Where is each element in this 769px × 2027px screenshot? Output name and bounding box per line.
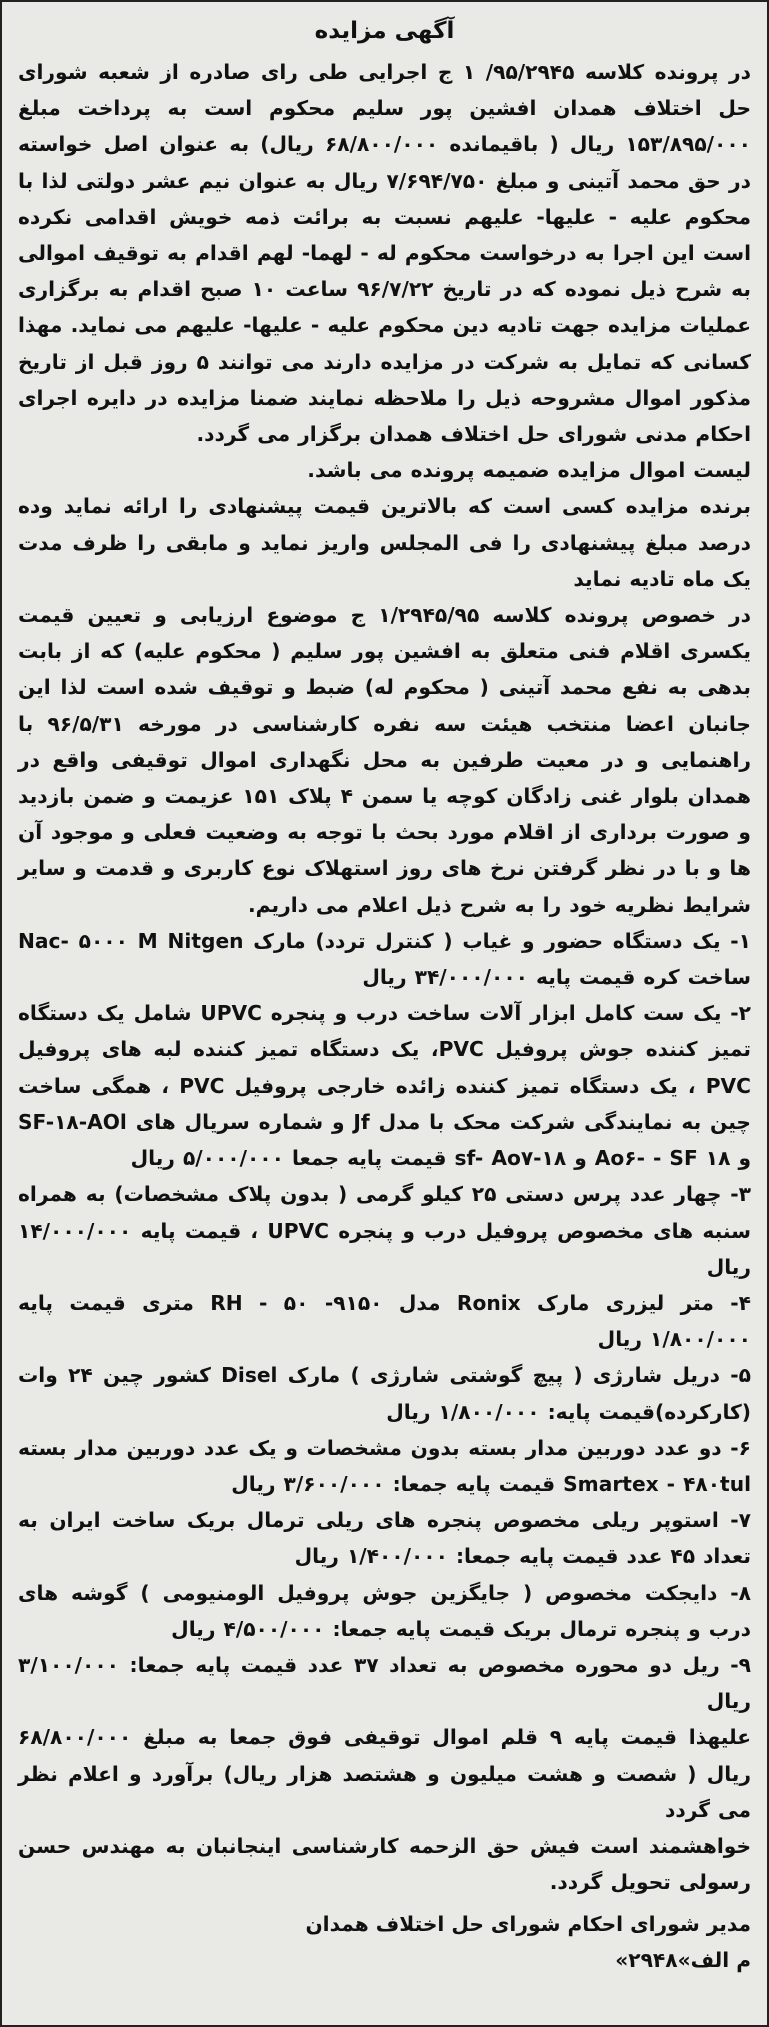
reference-code: م الف»۲۹۴۸» — [615, 1948, 751, 1973]
intro-paragraph: در پرونده کلاسه ۹۵/۲۹۴۵/ ۱ ج اجرایی طی رای صادره از شعبه شورای حل اختلاف همدان افشین پور سلیم محکوم است به پرداخت مبلغ ۱۵۳/۸۹۵/۰۰۰ ریال ( باقیمانده ۶۸/۸۰۰/۰۰۰ ریال) به عنوان اصل خواسته در حق محمد آتینی و مبلغ ۷/۶۹۴/۷۵۰ ریال به عنوان نیم عشر دولتی لذا با محکوم علیه - علیها- علیهم نسبت به برائت ذمه خویش اقدامی نکرده است این اجرا به درخواست محکوم له - لهما- لهم اقدام به توقیف اموالی به شرح ذیل نموده که در تاریخ ۹۶/۷/۲۲ ساعت ۱۰ صبح اقدام به برگزاری عملیات مزایده جهت تادیه دین محکوم علیه - علیها- علیهم می نماید. مهذا کسانی که تمایل به شرکت در مزایده دارند می توانند ۵ روز قبل از تاریخ مذکور اموال مشروحه ذیل را ملاحظه نمایند ضمنا مزایده در دایره اجرای احکام مدنی شورای حل اختلاف همدان برگزار می گردد. — [18, 60, 751, 447]
list-item-1: ۱- یک دستگاه حضور و غیاب ( کنترل تردد) مارک Nac- ۵۰۰۰ M Nitgen ساخت کره قیمت پایه ۳۴/۰۰۰/۰۰۰ ریال — [18, 928, 751, 990]
list-item-5: ۵- دریل شارژی ( پیچ گوشتی شارژی ) مارک Disel کشور چین ۲۴ وات (کارکرده)قیمت پایه: ۱/۸۰۰/۰۰۰ ریال — [18, 1363, 751, 1424]
list-item-6: ۶- دو عدد دوربین مدار بسته بدون مشخصات و یک عدد دوربین مدار بسته Smartex - ۴۸۰tul قیمت پایه جمعا: ۳/۶۰۰/۰۰۰ ریال — [18, 1435, 751, 1496]
fee-request-paragraph: خواهشمند است فیش حق الزحمه کارشناسی اینجانبان به مهندس حسن رسولی تحویل گردد. — [18, 1833, 751, 1895]
asset-list-note: لیست اموال مزایده ضمیمه پرونده می باشد. — [307, 458, 751, 483]
signature-title: مدیر شورای احکام شورای حل اختلاف همدان — [305, 1912, 751, 1937]
list-item-8: ۸- دایجکت مخصوص ( جایگزین جوش پروفیل الومنیومی ) گوشه های درب و پنجره ترمال بریک قیمت پایه جمعا: ۴/۵۰۰/۰۰۰ ریال — [18, 1580, 751, 1641]
list-item-7: ۷- استوپر ریلی مخصوص پنجره های ریلی ترمال بریک ساخت ایران به تعداد ۴۵ عدد قیمت پایه جمعا: ۱/۴۰۰/۰۰۰ ریال — [18, 1508, 751, 1569]
list-item-4: ۴- متر لیزری مارک Ronix مدل ۹۱۵۰- RH - ۵۰ متری قیمت پایه ۱/۸۰۰/۰۰۰ ریال — [18, 1290, 751, 1352]
winner-conditions: برنده مزایده کسی است که بالاترین قیمت پیشنهادی را ارائه نماید وده درصد مبلغ پیشنهادی را فی المجلس واریز نماید و مابقی را ظرف مدت یک ماه تادیه نماید — [18, 494, 751, 591]
list-item-2: ۲- یک ست کامل ابزار آلات ساخت درب و پنجره UPVC شامل یک دستگاه تمیز کننده جوش پروفیل PVC، یک دستگاه تمیز کننده لبه های پروفیل PVC ، یک دستگاه تمیز کننده زائده خارجی پروفیل PVC ، همگی ساخت چین به نمایندگی شرکت محک با مدل Jf و شماره سریال های SF-۱۸-AOl و Ao۶- - SF ۱۸ و sf- Ao۷-۱۸ قیمت پایه جمعا ۵/۰۰۰/۰۰۰ ریال — [18, 1001, 751, 1171]
notice-title: آگهی مزایده — [314, 18, 455, 44]
signature-block — [18, 1906, 751, 1978]
list-item-9: ۹- ریل دو محوره مخصوص به تعداد ۳۷ عدد قیمت پایه جمعا: ۳/۱۰۰/۰۰۰ ریال — [18, 1652, 751, 1714]
appraisal-paragraph: در خصوص پرونده کلاسه ۱/۲۹۴۵/۹۵ ج موضوع ارزیابی و تعیین قیمت یکسری اقلام فنی متعلق به افشین پور سلیم ( محکوم علیه) که از بابت بدهی به نفع محمد آتینی ( محکوم له) ضبط و توقیف شده است لذا این جانبان اعضا منتخب هیئت سه نفره کارشناسی در مورخه ۹۶/۵/۳۱ با راهنمایی و در معیت طرفین به محل نگهداری اموال توقیفی واقع در همدان بلوار غنی زادگان کوچه یا سمن ۴ پلاک ۱۵۱ عزیمت و ضمن بازدید و صورت برداری از اقلام مورد بحث با توجه به وضعیت فعلی و موجود آن ها و با در نظر گرفتن نرخ های روز استهلاک نوع کاربری و قدمت و سایر شرایط نظریه خود را به شرح ذیل اعلام می داریم. — [18, 603, 751, 917]
total-appraisal-paragraph: علیهذا قیمت پایه ۹ قلم اموال توقیفی فوق جمعا به مبلغ ۶۸/۸۰۰/۰۰۰ ریال ( شصت و هشت میلیون و هشتصد هزار ریال) برآورد و اعلام نظر می گردد — [18, 1725, 751, 1822]
list-item-3: ۳- چهار عدد پرس دستی ۲۵ کیلو گرمی ( بدون پلاک مشخصات) به همراه سنبه های مخصوص پروفیل درب و پنجره UPVC ، قیمت پایه ۱۴/۰۰۰/۰۰۰ ریال — [18, 1182, 751, 1279]
